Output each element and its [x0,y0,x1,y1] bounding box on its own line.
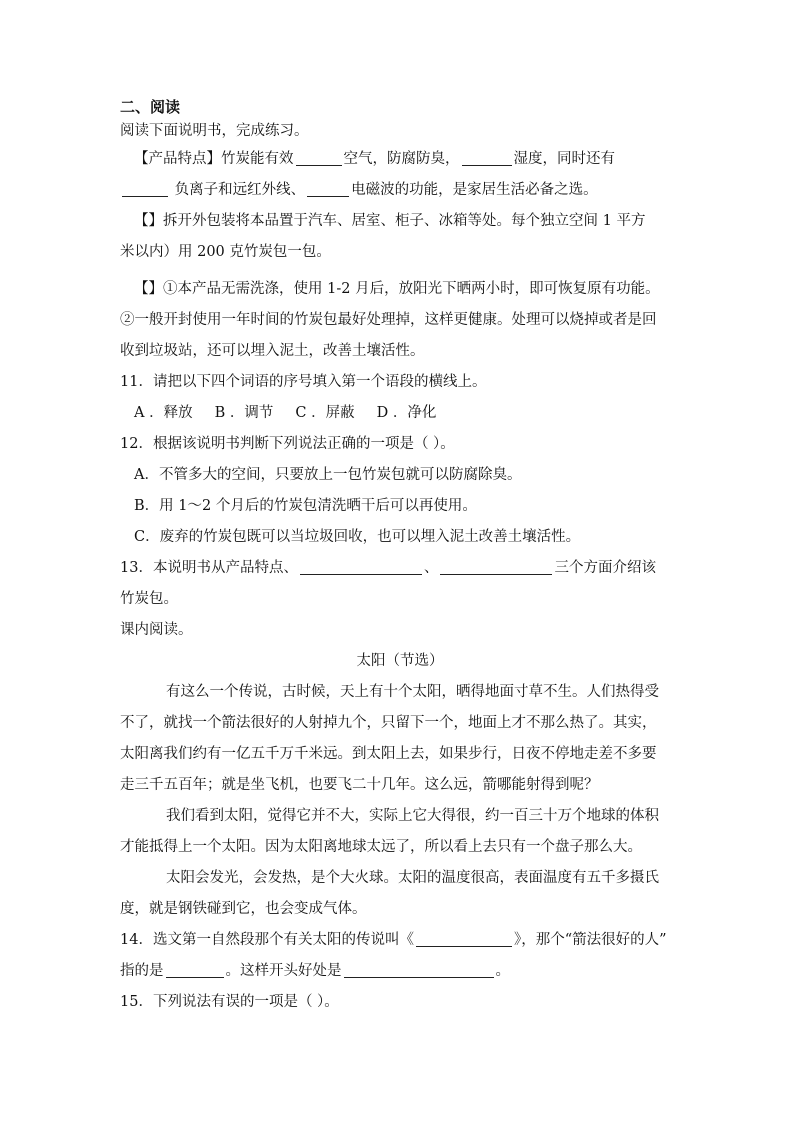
option-d[interactable]: D ．净化 [376,405,437,421]
answer-blank[interactable] [462,148,512,166]
passage-line: 我们看到太阳，觉得它并不大，实际上它大得很，约一百三十万个地球的体积 [166,808,659,824]
question-15: 15．下列说法有误的一项是（ ）。 [120,994,339,1010]
answer-blank[interactable] [300,557,422,575]
question-13: 13．本说明书从产品特点、 、 三个方面介绍该 [120,553,680,584]
passage-line: 太阳离我们约有一亿五千万千米远。到太阳上去，如果步行，日夜不停地走差不多要 [120,746,657,762]
question-12: 12．根据该说明书判断下列说法正确的一项是（ ）。 [120,436,455,452]
answer-blank[interactable] [122,179,168,197]
answer-blank[interactable] [440,557,552,575]
question-12-option-c[interactable]: C．废弃的竹炭包既可以当垃圾回收，也可以埋入泥土改善土壤活性。 [134,529,581,545]
manual-line-5: 【】①本产品无需洗涤，使用 1-2 月后，放阳光下晒两小时，即可恢复原有功能。 [134,281,660,297]
answer-blank[interactable] [296,148,342,166]
passage-line: 度，就是钢铁碰到它，也会变成气体。 [120,901,367,917]
worksheet-page [120,96,680,1018]
manual-line-2: 负离子和远红外线、 电磁波的功能，是家居生活必备之选。 [120,175,680,206]
question-13-cont: 竹炭包。 [120,591,178,607]
answer-blank[interactable] [166,960,224,978]
answer-blank[interactable] [344,960,494,978]
passage-line: 太阳会发光，会发热，是个大火球。太阳的温度很高，表面温度有五千多摄氏 [166,870,659,886]
inclass-reading-label: 课内阅读。 [120,622,193,638]
question-11: 11．请把以下四个词语的序号填入第一个语段的横线上。 [120,374,487,390]
question-14: 14．选文第一自然段那个有关太阳的传说叫《 》，那个“箭法很好的人” [120,925,680,956]
option-c[interactable]: C ．屏蔽 [295,405,355,421]
answer-blank[interactable] [307,179,349,197]
section-intro: 阅读下面说明书，完成练习。 [120,123,309,139]
option-b[interactable]: B ．调节 [214,405,274,421]
manual-line-3: 【】拆开外包装将本品置于汽车、居室、柜子、冰箱等处。每个独立空间 1 平方 [134,213,646,229]
manual-line-7: 收到垃圾站，还可以埋入泥土，改善土壤活性。 [120,343,425,359]
answer-blank[interactable] [416,929,512,947]
manual-line-1: 【产品特点】竹炭能有效 空气，防腐防臭， 湿度，同时还有 [120,144,680,175]
manual-line-6: ②一般开封使用一年时间的竹炭包最好处理掉，这样更健康。处理可以烧掉或者是回 [120,312,657,328]
manual-line-4: 米以内）用 200 克竹炭包一包。 [120,244,331,260]
section-title: 二、阅读 [120,98,181,116]
passage-title: 太阳（节选） [356,653,444,669]
option-a[interactable]: A ．释放 [134,405,193,421]
question-12-option-b[interactable]: B．用 1～2 个月后的竹炭包清洗晒干后可以再使用。 [134,498,477,514]
passage-line: 有这么一个传说，古时候，天上有十个太阳，晒得地面寸草不生。人们热得受 [166,684,659,700]
passage-line: 不了，就找一个箭法很好的人射掉九个，只留下一个，地面上才不那么热了。其实， [120,715,657,731]
passage-line: 才能抵得上一个太阳。因为太阳离地球太远了，所以看上去只有一个盘子那么大。 [120,839,642,855]
question-14-cont: 指的是 。这样开头好处是 。 [120,956,680,987]
question-12-option-a[interactable]: A．不管多大的空间，只要放上一包竹炭包就可以防腐除臭。 [134,467,522,483]
question-11-options [120,398,680,429]
passage-line: 走三千五百年；就是坐飞机，也要飞二十几年。这么远，箭哪能射得到呢？ [120,777,599,793]
